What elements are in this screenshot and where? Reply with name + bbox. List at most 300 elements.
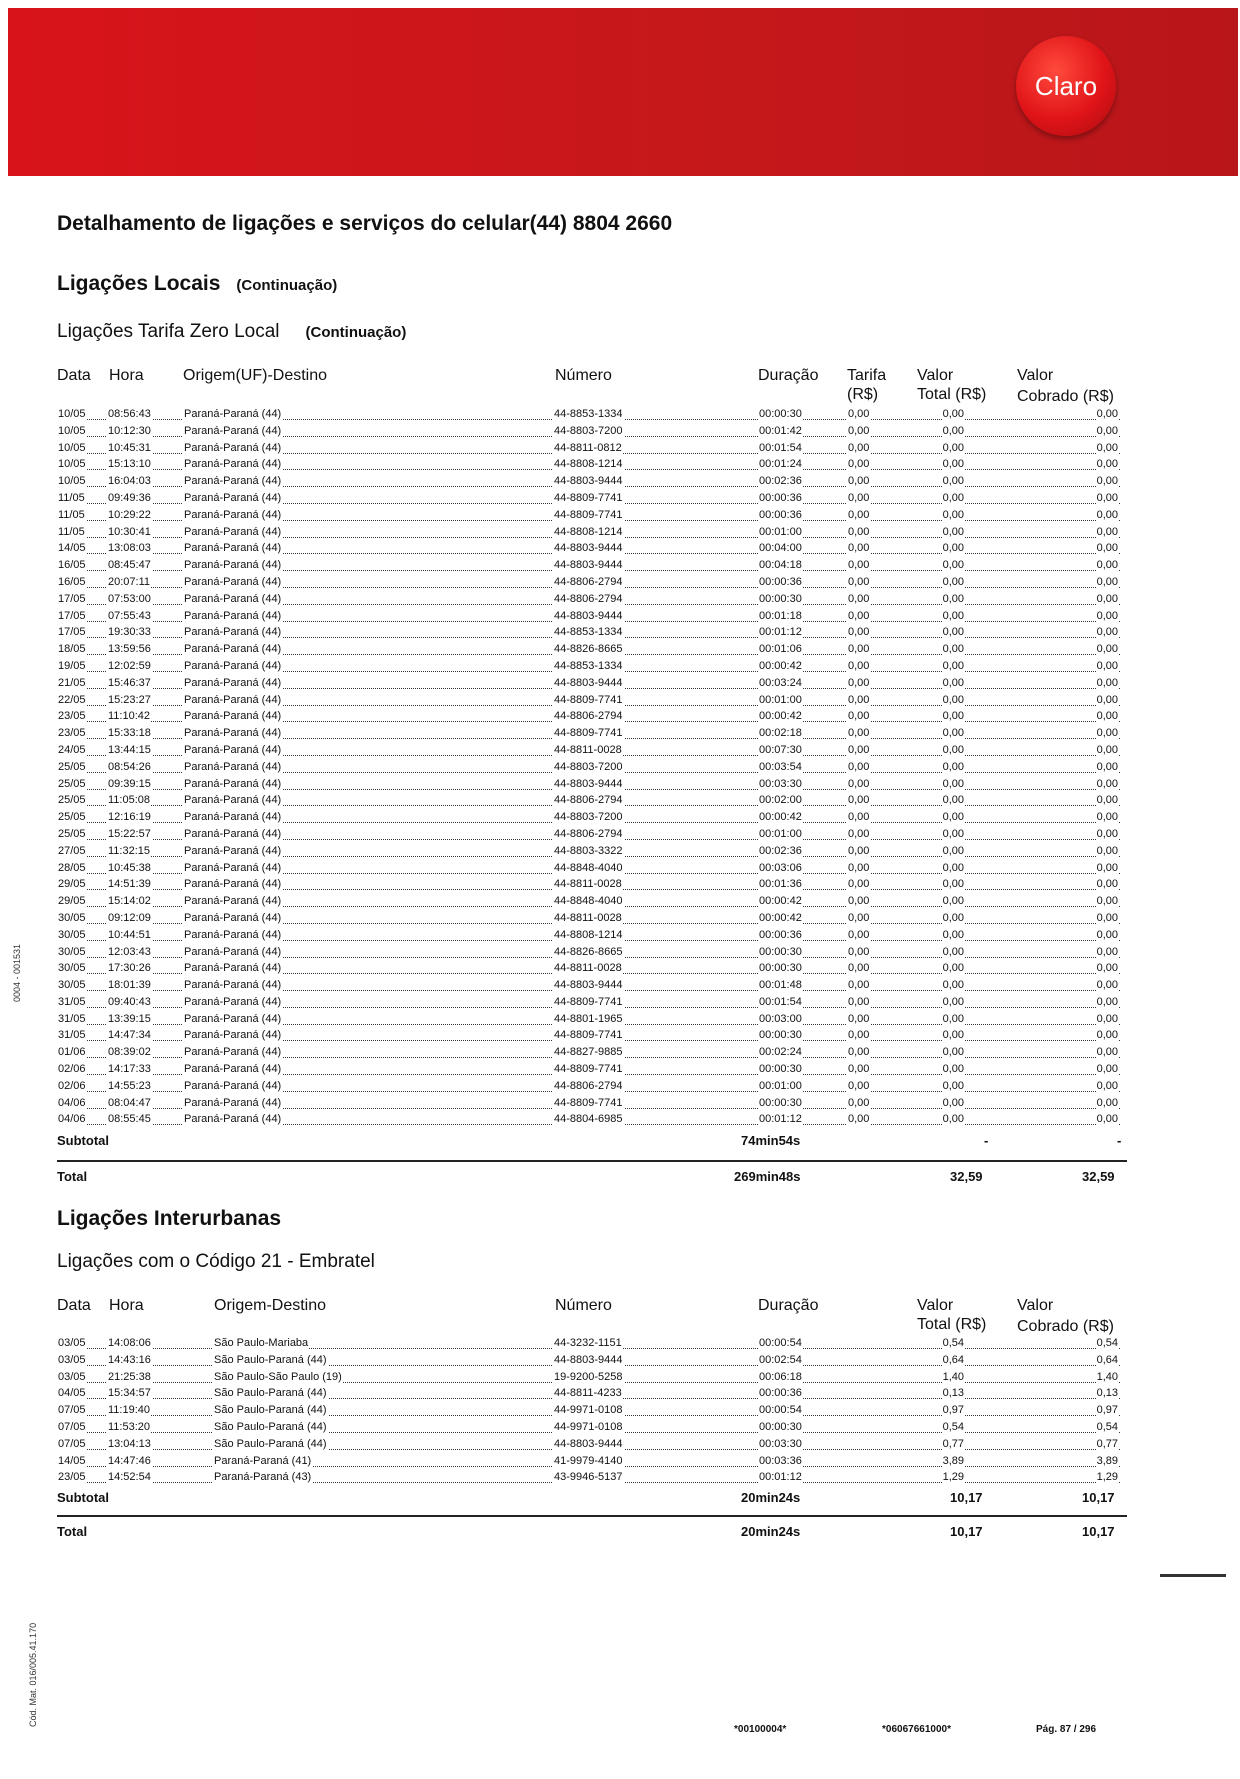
cell-origem: Paraná-Paraná (44) xyxy=(184,878,282,891)
cell-valor: 0,00 xyxy=(942,592,964,605)
cell-cobrado: 0,00 xyxy=(1096,979,1118,992)
table-row xyxy=(57,895,1120,912)
col-origem: Origem-Destino xyxy=(214,1297,327,1314)
cell-valor: 0,00 xyxy=(942,995,964,1008)
cell-hora: 10:45:38 xyxy=(108,861,151,874)
cell-data: 31/05 xyxy=(58,1012,86,1025)
cell-origem: Paraná-Paraná (44) xyxy=(184,592,282,605)
cell-duracao: 00:01:54 xyxy=(759,441,802,454)
cell-hora: 11:05:08 xyxy=(108,794,151,807)
cell-data: 29/05 xyxy=(58,895,86,908)
cell-numero: 44-8808-1214 xyxy=(554,525,623,538)
cell-numero: 44-8826-8665 xyxy=(554,945,623,958)
cell-duracao: 00:00:30 xyxy=(759,962,802,975)
cell-hora: 11:10:42 xyxy=(108,710,151,723)
cell-cobrado: 0,00 xyxy=(1096,962,1118,975)
footer-code-2: *06067661000* xyxy=(882,1724,951,1735)
cell-valor: 0,00 xyxy=(942,508,964,521)
cell-hora: 15:13:10 xyxy=(108,458,151,471)
cell-origem: Paraná-Paraná (44) xyxy=(184,408,282,420)
cell-duracao: 00:01:12 xyxy=(759,626,802,639)
cell-numero: 44-8811-0812 xyxy=(554,441,622,454)
subsection-cont: (Continuação) xyxy=(305,324,407,341)
cell-cobrado: 0,00 xyxy=(1096,559,1118,572)
subsection-title-local xyxy=(57,321,406,343)
cell-numero: 44-8809-7741 xyxy=(554,491,623,504)
cell-duracao: 00:00:42 xyxy=(759,710,802,723)
cell-cobrado: 1,40 xyxy=(1096,1370,1118,1383)
cell-data: 16/05 xyxy=(58,575,86,588)
cell-hora: 13:44:15 xyxy=(108,743,151,756)
subtotal-duration: 74min54s xyxy=(741,1133,801,1148)
cell-tarifa: 0,00 xyxy=(848,928,870,941)
section-cont: (Continuação) xyxy=(236,277,338,294)
table-row xyxy=(57,475,1120,492)
cell-cobrado: 0,00 xyxy=(1096,475,1118,488)
cell-hora: 09:40:43 xyxy=(108,995,151,1008)
cell-numero: 44-8809-7741 xyxy=(554,693,623,706)
cell-origem: São Paulo-São Paulo (19) xyxy=(214,1370,342,1383)
cell-origem: Paraná-Paraná (44) xyxy=(184,861,282,874)
cell-duracao: 00:03:24 xyxy=(759,676,802,689)
cell-hora: 12:03:43 xyxy=(108,945,151,958)
cell-data: 14/05 xyxy=(58,1454,86,1467)
cell-tarifa: 0,00 xyxy=(848,542,870,555)
cell-valor: 0,00 xyxy=(942,659,964,672)
cell-valor: 0,00 xyxy=(942,609,964,622)
cell-duracao: 00:02:36 xyxy=(759,844,802,857)
cell-hora: 14:43:16 xyxy=(108,1353,151,1366)
cell-hora: 10:30:41 xyxy=(108,525,151,538)
cell-valor: 0,00 xyxy=(942,1046,964,1059)
cell-origem: São Paulo-Paraná (44) xyxy=(214,1437,327,1450)
cell-numero: 44-8803-3322 xyxy=(554,844,623,857)
cell-origem: Paraná-Paraná (44) xyxy=(184,643,282,656)
cell-hora: 14:47:34 xyxy=(108,1029,151,1042)
cell-numero: 44-8801-1965 xyxy=(554,1012,623,1025)
cell-duracao: 00:01:00 xyxy=(759,693,802,706)
cell-cobrado: 0,00 xyxy=(1096,844,1118,857)
cell-data: 04/06 xyxy=(58,1113,86,1126)
cell-origem: São Paulo-Paraná (44) xyxy=(214,1404,327,1417)
cell-valor: 0,00 xyxy=(942,811,964,824)
cell-numero: 19-9200-5258 xyxy=(554,1370,623,1383)
cell-tarifa: 0,00 xyxy=(848,1029,870,1042)
cell-valor: 0,00 xyxy=(942,441,964,454)
cell-hora: 13:59:56 xyxy=(108,643,151,656)
cell-numero: 44-8803-9444 xyxy=(554,609,623,622)
cell-duracao: 00:01:36 xyxy=(759,878,802,891)
cell-duracao: 00:01:42 xyxy=(759,424,802,437)
cell-cobrado: 0,54 xyxy=(1096,1337,1118,1349)
table-row xyxy=(57,1063,1120,1080)
cell-duracao: 00:00:30 xyxy=(759,1029,802,1042)
table-row xyxy=(57,929,1120,946)
cell-data: 11/05 xyxy=(58,491,85,504)
cell-hora: 11:32:15 xyxy=(108,844,151,857)
cell-duracao: 00:01:06 xyxy=(759,643,802,656)
cell-valor: 0,54 xyxy=(942,1420,964,1433)
cell-numero: 44-8806-2794 xyxy=(554,827,623,840)
cell-cobrado: 0,00 xyxy=(1096,928,1118,941)
cell-tarifa: 0,00 xyxy=(848,1046,870,1059)
cell-hora: 13:39:15 xyxy=(108,1012,151,1025)
cell-numero: 44-8809-7741 xyxy=(554,727,623,740)
cell-origem: Paraná-Paraná (44) xyxy=(184,626,282,639)
cell-numero: 44-8853-1334 xyxy=(554,408,623,420)
cell-numero: 44-8848-4040 xyxy=(554,895,623,908)
cell-hora: 18:01:39 xyxy=(108,979,151,992)
table-row xyxy=(57,811,1120,828)
cell-numero: 44-9971-0108 xyxy=(554,1420,623,1433)
cell-tarifa: 0,00 xyxy=(848,491,870,504)
cell-cobrado: 0,00 xyxy=(1096,945,1118,958)
cell-tarifa: 0,00 xyxy=(848,1113,870,1126)
cell-origem: Paraná-Paraná (44) xyxy=(184,542,282,555)
cell-data: 25/05 xyxy=(58,760,86,773)
cell-origem: Paraná-Paraná (44) xyxy=(184,693,282,706)
cell-data: 02/06 xyxy=(58,1063,86,1076)
col-numero: Número xyxy=(555,367,612,384)
table-row xyxy=(57,845,1120,862)
cell-tarifa: 0,00 xyxy=(848,475,870,488)
cell-numero: 44-8806-2794 xyxy=(554,1079,623,1092)
cell-cobrado: 0,00 xyxy=(1096,1113,1118,1126)
cell-duracao: 00:00:42 xyxy=(759,811,802,824)
cell-numero: 44-8806-2794 xyxy=(554,592,623,605)
cell-cobrado: 0,00 xyxy=(1096,408,1118,420)
table-row xyxy=(57,912,1120,929)
col-hora: Hora xyxy=(109,1297,144,1314)
cell-origem: Paraná-Paraná (44) xyxy=(184,1096,282,1109)
cell-tarifa: 0,00 xyxy=(848,743,870,756)
table-row xyxy=(57,996,1120,1013)
cell-duracao: 00:03:30 xyxy=(759,1437,802,1450)
cell-hora: 20:07:11 xyxy=(108,575,151,588)
cell-tarifa: 0,00 xyxy=(848,408,870,420)
cell-origem: Paraná-Paraná (44) xyxy=(184,895,282,908)
cell-origem: Paraná-Paraná (44) xyxy=(184,794,282,807)
cell-duracao: 00:00:30 xyxy=(759,1420,802,1433)
subtotal-value: - xyxy=(984,1133,989,1148)
cell-tarifa: 0,00 xyxy=(848,710,870,723)
cell-numero: 44-3232-1151 xyxy=(554,1337,622,1349)
cell-data: 17/05 xyxy=(58,609,86,622)
cell-data: 10/05 xyxy=(58,475,86,488)
cell-numero: 44-8803-9444 xyxy=(554,777,623,790)
cell-data: 25/05 xyxy=(58,811,86,824)
table-row xyxy=(57,1371,1120,1388)
cell-cobrado: 0,54 xyxy=(1096,1420,1118,1433)
col-cobrado: Valor xyxy=(1017,1297,1054,1314)
page-number: Pág. 87 / 296 xyxy=(1036,1724,1097,1735)
cell-data: 30/05 xyxy=(58,911,86,924)
cell-data: 30/05 xyxy=(58,928,86,941)
col-valor-unit: Total (R$) xyxy=(917,386,987,403)
cell-origem: São Paulo-Paraná (44) xyxy=(214,1353,327,1366)
cell-valor: 0,00 xyxy=(942,979,964,992)
cell-tarifa: 0,00 xyxy=(848,626,870,639)
table-row xyxy=(57,1097,1120,1114)
col-valor-unit: Total (R$) xyxy=(917,1316,987,1333)
cell-valor: 0,00 xyxy=(942,1096,964,1109)
cell-tarifa: 0,00 xyxy=(848,609,870,622)
cell-cobrado: 0,00 xyxy=(1096,424,1118,437)
cell-tarifa: 0,00 xyxy=(848,979,870,992)
cell-origem: Paraná-Paraná (43) xyxy=(214,1471,312,1484)
cell-data: 16/05 xyxy=(58,559,86,572)
cell-numero: 44-8804-6985 xyxy=(554,1113,623,1126)
cell-cobrado: 0,00 xyxy=(1096,458,1118,471)
cell-cobrado: 0,00 xyxy=(1096,525,1118,538)
cell-origem: Paraná-Paraná (44) xyxy=(184,844,282,857)
cell-cobrado: 0,00 xyxy=(1096,760,1118,773)
table-row xyxy=(57,660,1120,677)
cell-duracao: 00:01:18 xyxy=(759,609,802,622)
table-row xyxy=(57,1013,1120,1030)
cell-valor: 0,00 xyxy=(942,861,964,874)
cell-cobrado: 0,77 xyxy=(1096,1437,1118,1450)
cell-duracao: 00:01:54 xyxy=(759,995,802,1008)
subtotal-label: Subtotal xyxy=(57,1133,109,1148)
cell-duracao: 00:03:06 xyxy=(759,861,802,874)
cell-data: 14/05 xyxy=(58,542,86,555)
cell-valor: 0,00 xyxy=(942,962,964,975)
table-row xyxy=(57,694,1120,711)
cell-cobrado: 0,00 xyxy=(1096,995,1118,1008)
cell-tarifa: 0,00 xyxy=(848,1096,870,1109)
cell-tarifa: 0,00 xyxy=(848,777,870,790)
cell-origem: Paraná-Paraná (44) xyxy=(184,1046,282,1059)
cell-duracao: 00:01:12 xyxy=(759,1113,802,1126)
cell-numero: 44-8803-9444 xyxy=(554,979,623,992)
col-tarifa-unit: (R$) xyxy=(847,386,879,403)
cell-hora: 10:12:30 xyxy=(108,424,151,437)
cell-hora: 08:55:45 xyxy=(108,1113,151,1126)
cell-hora: 10:45:31 xyxy=(108,441,151,454)
total-label: Total xyxy=(57,1169,88,1184)
cell-valor: 0,13 xyxy=(942,1387,964,1400)
cell-data: 31/05 xyxy=(58,1029,86,1042)
cell-hora: 14:52:54 xyxy=(108,1471,151,1484)
cell-cobrado: 0,00 xyxy=(1096,727,1118,740)
cell-origem: Paraná-Paraná (44) xyxy=(184,743,282,756)
cell-data: 02/06 xyxy=(58,1079,86,1092)
cell-cobrado: 0,97 xyxy=(1096,1404,1118,1417)
cell-numero: 44-8809-7741 xyxy=(554,508,623,521)
subtotal-charged: - xyxy=(1117,1133,1122,1148)
cell-tarifa: 0,00 xyxy=(848,760,870,773)
cell-tarifa: 0,00 xyxy=(848,441,870,454)
cell-origem: Paraná-Paraná (44) xyxy=(184,609,282,622)
cell-valor: 0,00 xyxy=(942,408,964,420)
cell-numero: 44-8853-1334 xyxy=(554,626,623,639)
cell-tarifa: 0,00 xyxy=(848,559,870,572)
cell-cobrado: 0,00 xyxy=(1096,693,1118,706)
cell-valor: 0,00 xyxy=(942,844,964,857)
cell-origem: Paraná-Paraná (44) xyxy=(184,827,282,840)
brand-name: Claro xyxy=(1034,70,1098,101)
cell-valor: 0,00 xyxy=(942,575,964,588)
table-row xyxy=(57,677,1120,694)
col-data: Data xyxy=(57,1297,91,1314)
cell-data: 28/05 xyxy=(58,861,86,874)
cell-origem: Paraná-Paraná (44) xyxy=(184,979,282,992)
cell-duracao: 00:01:48 xyxy=(759,979,802,992)
cell-data: 07/05 xyxy=(58,1437,86,1450)
total-duration: 269min48s xyxy=(734,1169,801,1184)
cell-valor: 0,64 xyxy=(942,1353,964,1366)
cell-hora: 14:08:06 xyxy=(108,1337,151,1349)
cell-origem: Paraná-Paraná (41) xyxy=(214,1454,312,1467)
cell-hora: 11:19:40 xyxy=(108,1404,151,1417)
cell-data: 21/05 xyxy=(58,676,86,689)
table-row xyxy=(57,744,1120,761)
cell-numero: 44-8811-0028 xyxy=(554,962,622,975)
margin-mark xyxy=(1160,1574,1226,1577)
cell-valor: 0,54 xyxy=(942,1337,964,1349)
cell-duracao: 00:00:36 xyxy=(759,491,802,504)
cell-tarifa: 0,00 xyxy=(848,676,870,689)
cell-numero: 43-9946-5137 xyxy=(554,1471,623,1484)
table-row xyxy=(57,610,1120,627)
cell-cobrado: 0,64 xyxy=(1096,1353,1118,1366)
col-data: Data xyxy=(57,367,91,384)
subtotal-label: Subtotal xyxy=(57,1490,109,1505)
cell-duracao: 00:07:30 xyxy=(759,743,802,756)
cell-cobrado: 0,00 xyxy=(1096,911,1118,924)
cell-numero: 44-9971-0108 xyxy=(554,1404,623,1417)
cell-origem: Paraná-Paraná (44) xyxy=(184,945,282,958)
cell-data: 30/05 xyxy=(58,945,86,958)
cell-cobrado: 0,00 xyxy=(1096,811,1118,824)
page-title: Detalhamento de ligações e serviços do celular(44) 8804 2660 xyxy=(57,212,673,235)
cell-tarifa: 0,00 xyxy=(848,1012,870,1025)
col-numero: Número xyxy=(555,1297,612,1314)
cell-valor: 0,00 xyxy=(942,928,964,941)
cell-data: 30/05 xyxy=(58,962,86,975)
cell-cobrado: 1,29 xyxy=(1096,1471,1118,1484)
subtotal-charged: 10,17 xyxy=(1082,1490,1115,1505)
cell-origem: Paraná-Paraná (44) xyxy=(184,659,282,672)
cell-numero: 44-8808-1214 xyxy=(554,928,623,941)
table-row xyxy=(57,1438,1120,1455)
cell-hora: 14:55:23 xyxy=(108,1079,151,1092)
table-row xyxy=(57,1080,1120,1097)
cell-numero: 44-8826-8665 xyxy=(554,643,623,656)
cell-valor: 0,00 xyxy=(942,626,964,639)
cell-data: 10/05 xyxy=(58,458,86,471)
table-row xyxy=(57,442,1120,459)
cell-data: 18/05 xyxy=(58,643,86,656)
cell-numero: 44-8811-0028 xyxy=(554,743,622,756)
table-row xyxy=(57,458,1120,475)
cell-data: 07/05 xyxy=(58,1404,86,1417)
cell-cobrado: 0,00 xyxy=(1096,1046,1118,1059)
divider xyxy=(57,1515,1127,1517)
cell-valor: 0,00 xyxy=(942,1113,964,1126)
cell-numero: 44-8803-9444 xyxy=(554,1437,623,1450)
cell-tarifa: 0,00 xyxy=(848,945,870,958)
total-label: Total xyxy=(57,1524,88,1539)
total-charged: 10,17 xyxy=(1082,1524,1115,1539)
cell-hora: 21:25:38 xyxy=(108,1370,151,1383)
cell-valor: 0,77 xyxy=(942,1437,964,1450)
cell-hora: 12:16:19 xyxy=(108,811,151,824)
cell-tarifa: 0,00 xyxy=(848,458,870,471)
table-row xyxy=(57,425,1120,442)
table-row xyxy=(57,727,1120,744)
cell-duracao: 00:04:00 xyxy=(759,542,802,555)
cell-duracao: 00:00:30 xyxy=(759,1096,802,1109)
cell-data: 10/05 xyxy=(58,424,86,437)
cell-hora: 13:08:03 xyxy=(108,542,151,555)
cell-cobrado: 0,00 xyxy=(1096,592,1118,605)
cell-data: 19/05 xyxy=(58,659,86,672)
table-row xyxy=(57,509,1120,526)
cell-hora: 10:29:22 xyxy=(108,508,151,521)
cell-valor: 0,00 xyxy=(942,760,964,773)
cell-cobrado: 0,00 xyxy=(1096,794,1118,807)
cell-data: 23/05 xyxy=(58,727,86,740)
cell-data: 29/05 xyxy=(58,878,86,891)
cell-duracao: 00:01:00 xyxy=(759,525,802,538)
table-row xyxy=(57,626,1120,643)
cell-tarifa: 0,00 xyxy=(848,508,870,521)
cell-origem: Paraná-Paraná (44) xyxy=(184,508,282,521)
cell-numero: 44-8803-9444 xyxy=(554,542,623,555)
cell-origem: Paraná-Paraná (44) xyxy=(184,559,282,572)
divider xyxy=(57,1160,1127,1162)
cell-valor: 0,00 xyxy=(942,559,964,572)
cell-origem: Paraná-Paraná (44) xyxy=(184,441,282,454)
cell-duracao: 00:02:18 xyxy=(759,727,802,740)
cell-duracao: 00:00:30 xyxy=(759,1063,802,1076)
cell-cobrado: 0,00 xyxy=(1096,743,1118,756)
subtotal-duration: 20min24s xyxy=(741,1490,801,1505)
table-row xyxy=(57,576,1120,593)
cell-cobrado: 0,00 xyxy=(1096,441,1118,454)
table-row xyxy=(57,828,1120,845)
cell-hora: 09:39:15 xyxy=(108,777,151,790)
cell-data: 25/05 xyxy=(58,827,86,840)
cell-tarifa: 0,00 xyxy=(848,811,870,824)
cell-duracao: 00:02:00 xyxy=(759,794,802,807)
cell-duracao: 00:02:24 xyxy=(759,1046,802,1059)
cell-origem: Paraná-Paraná (44) xyxy=(184,911,282,924)
cell-cobrado: 0,00 xyxy=(1096,643,1118,656)
cell-origem: Paraná-Paraná (44) xyxy=(184,777,282,790)
cell-valor: 0,00 xyxy=(942,693,964,706)
cell-data: 23/05 xyxy=(58,1471,86,1484)
table-body-local xyxy=(57,408,1120,1130)
cell-duracao: 00:03:54 xyxy=(759,760,802,773)
cell-cobrado: 3,89 xyxy=(1096,1454,1118,1467)
cell-data: 07/05 xyxy=(58,1420,86,1433)
cell-cobrado: 0,00 xyxy=(1096,1063,1118,1076)
table-row xyxy=(57,710,1120,727)
cell-hora: 08:56:43 xyxy=(108,408,151,420)
cell-tarifa: 0,00 xyxy=(848,643,870,656)
cell-origem: Paraná-Paraná (44) xyxy=(184,811,282,824)
table-row xyxy=(57,1113,1120,1130)
table-row xyxy=(57,778,1120,795)
cell-tarifa: 0,00 xyxy=(848,659,870,672)
cell-tarifa: 0,00 xyxy=(848,911,870,924)
cell-numero: 44-8809-7741 xyxy=(554,1029,623,1042)
cell-data: 24/05 xyxy=(58,743,86,756)
cell-tarifa: 0,00 xyxy=(848,693,870,706)
